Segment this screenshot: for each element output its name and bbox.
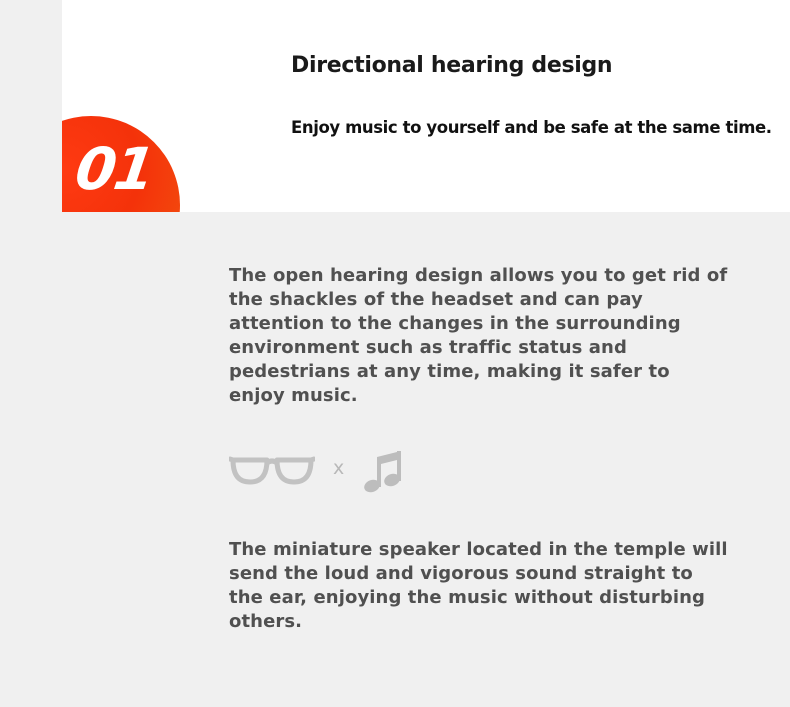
description-paragraph-open-hearing: The open hearing design allows you to get rid of the shackles of the headset and can pay attention to the changes in the surrounding environment such as traffic status and pedestrians at any time, making it safer to enjoy music. <box>229 265 728 406</box>
glasses-icon <box>229 454 315 486</box>
section-header <box>62 0 790 212</box>
music-note-icon <box>363 448 403 494</box>
section-subtitle: Enjoy music to yourself and be safe at the same time. <box>291 118 772 137</box>
section-number: 01 <box>71 135 158 203</box>
section-title: Directional hearing design <box>291 53 613 78</box>
times-sign: x <box>333 457 345 479</box>
feature-icons-row <box>229 444 409 496</box>
description-paragraph-speaker: The miniature speaker located in the temple will send the loud and vigorous sound straight to the ear, enjoying the music without disturbing others. <box>229 539 728 632</box>
